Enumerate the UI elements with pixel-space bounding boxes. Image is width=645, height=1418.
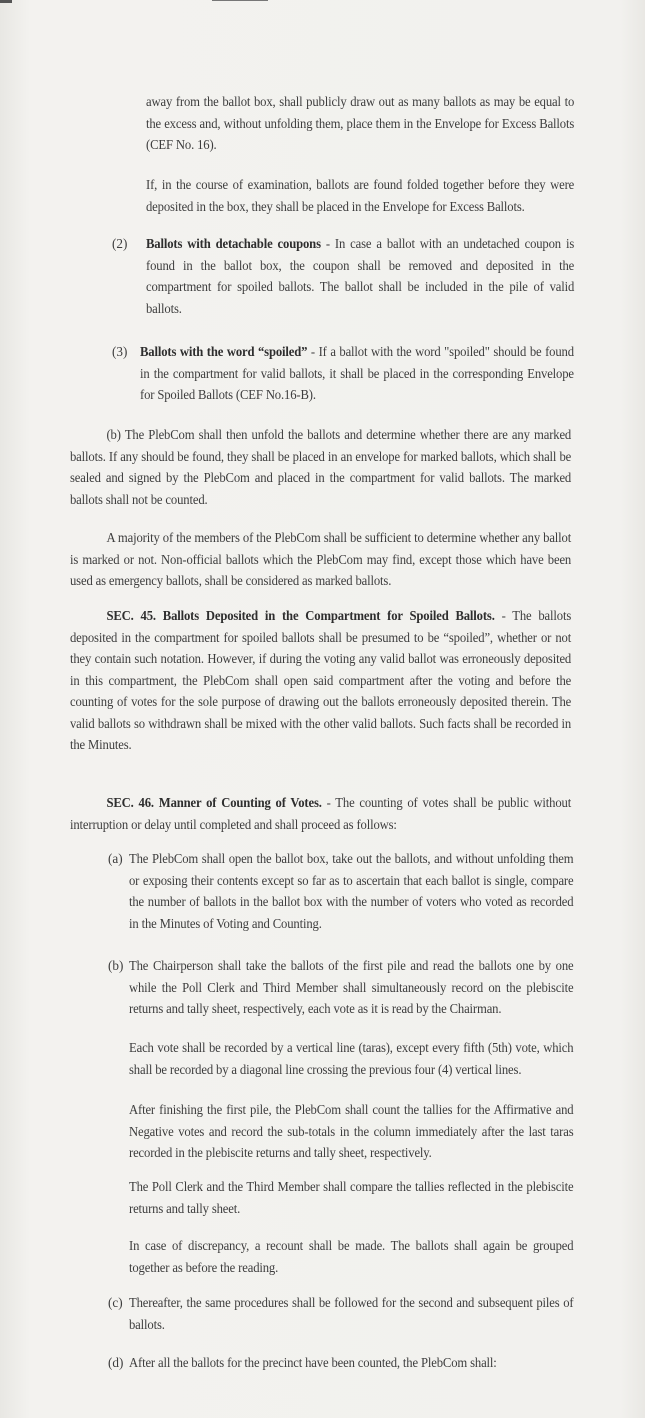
item-a-text: The PlebCom shall open the ballot box, take out the ballots, and without unfolding them or exposing their contents except so far as to ascertain that each ballot is single, compare the number of ballots in the ballot box with the number of voters who voted as recorded in the Minutes of Voting and Counting. <box>129 851 574 931</box>
section-45-title: SEC. 45. Ballots Deposited in the Compartment for Spoiled Ballots. <box>106 608 495 623</box>
item-a-number: (a) <box>108 851 123 866</box>
section-45-body: - The ballots deposited in the compartment for spoiled ballots shall be presumed to be “spoiled”, whether or not they contain such notation. However, if during the voting any valid ballot was erroneously deposited in this compartment, the PlebCom shall open said compartment after the voting and before the counting of votes for the sole purpose of drawing out the ballots erroneously deposited therein. The valid ballots so withdrawn shall be mixed with the other valid ballots. Such facts shall be recorded in the Minutes. <box>70 608 572 752</box>
item-2-title: Ballots with detachable coupons <box>146 236 321 251</box>
item-b-paragraph-subtotals: After finishing the first pile, the PlebCom shall count the tallies for the Affirmative and Negative votes and record the sub-totals in the column immediately after the last taras recorded in the plebiscite returns and tally sheet, respectively. <box>129 1102 574 1160</box>
item-d-number: (d) <box>108 1355 124 1370</box>
scan-edge-mark <box>0 0 12 3</box>
item-3-number: (3) <box>112 344 128 359</box>
section-46-title: SEC. 46. Manner of Counting of Votes. <box>106 795 322 810</box>
item-2-number: (2) <box>112 236 128 251</box>
header-rule <box>212 0 268 1</box>
paragraph-folded-ballots: If, in the course of examination, ballots are found folded together before they were deposited in the box, they shall be placed in the Envelope for Excess Ballots. <box>146 177 575 214</box>
item-3-body: - If a ballot with the word "spoiled" should be found in the compartment for valid ballots, it shall be placed in the corresponding Envelope for Spoiled Ballots (CEF No.16-B). <box>140 344 574 402</box>
item-c-number: (c) <box>108 1295 123 1310</box>
item-2-text <box>146 233 574 319</box>
section-45 <box>70 605 571 756</box>
paragraph-majority: A majority of the members of the PlebCom shall be sufficient to determine whether any ballot is marked or not. Non-official ballots which the PlebCom may find, except those which have been used as emergency ballots, shall be considered as marked ballots. <box>70 530 572 588</box>
paragraph-excess-ballots: away from the ballot box, shall publicly draw out as many ballots as may be equal to the excess and, without unfolding them, place them in the Envelope for Excess Ballots (CEF No. 16). <box>146 94 575 152</box>
item-3-text <box>140 341 574 406</box>
item-b-paragraph-taras: Each vote shall be recorded by a vertical line (taras), except every fifth (5th) vote, which shall be recorded by a diagonal line crossing the previous four (4) vertical lines. <box>129 1040 574 1077</box>
section-46-body: - The counting of votes shall be public without interruption or delay until completed and shall proceed as follows: <box>70 795 572 832</box>
item-d-text: After all the ballots for the precinct have been counted, the PlebCom shall: <box>129 1355 497 1370</box>
item-b-paragraph-compare: The Poll Clerk and the Third Member shall compare the tallies reflected in the plebiscite returns and tally sheet. <box>129 1179 574 1216</box>
item-b-paragraph-recount: In case of discrepancy, a recount shall be made. The ballots shall again be grouped together as before the reading. <box>129 1238 574 1275</box>
paragraph-b-marked-ballots: (b) The PlebCom shall then unfold the ballots and determine whether there are any marked ballots. If any should be found, they shall be placed in an envelope for marked ballots, which shall be sealed and signed by the PlebCom and placed in the compartment for valid ballots. The marked ballots shall not be counted. <box>70 427 572 507</box>
item-b-number: (b) <box>108 958 124 973</box>
item-b-text: The Chairperson shall take the ballots of the first pile and read the ballots one by one while the Poll Clerk and Third Member shall simultaneously record on the plebiscite returns and tally sheet, respectively, each vote as it is read by the Chairman. <box>129 958 574 1016</box>
item-c-text: Thereafter, the same procedures shall be followed for the second and subsequent piles of ballots. <box>129 1295 574 1332</box>
item-3-title: Ballots with the word “spoiled” <box>140 344 308 359</box>
item-2-body: - In case a ballot with an undetached coupon is found in the ballot box, the coupon shall be removed and deposited in the compartment for spoiled ballots. The ballot shall be included in the pile of valid ballots. <box>146 236 575 316</box>
section-46 <box>70 792 571 835</box>
